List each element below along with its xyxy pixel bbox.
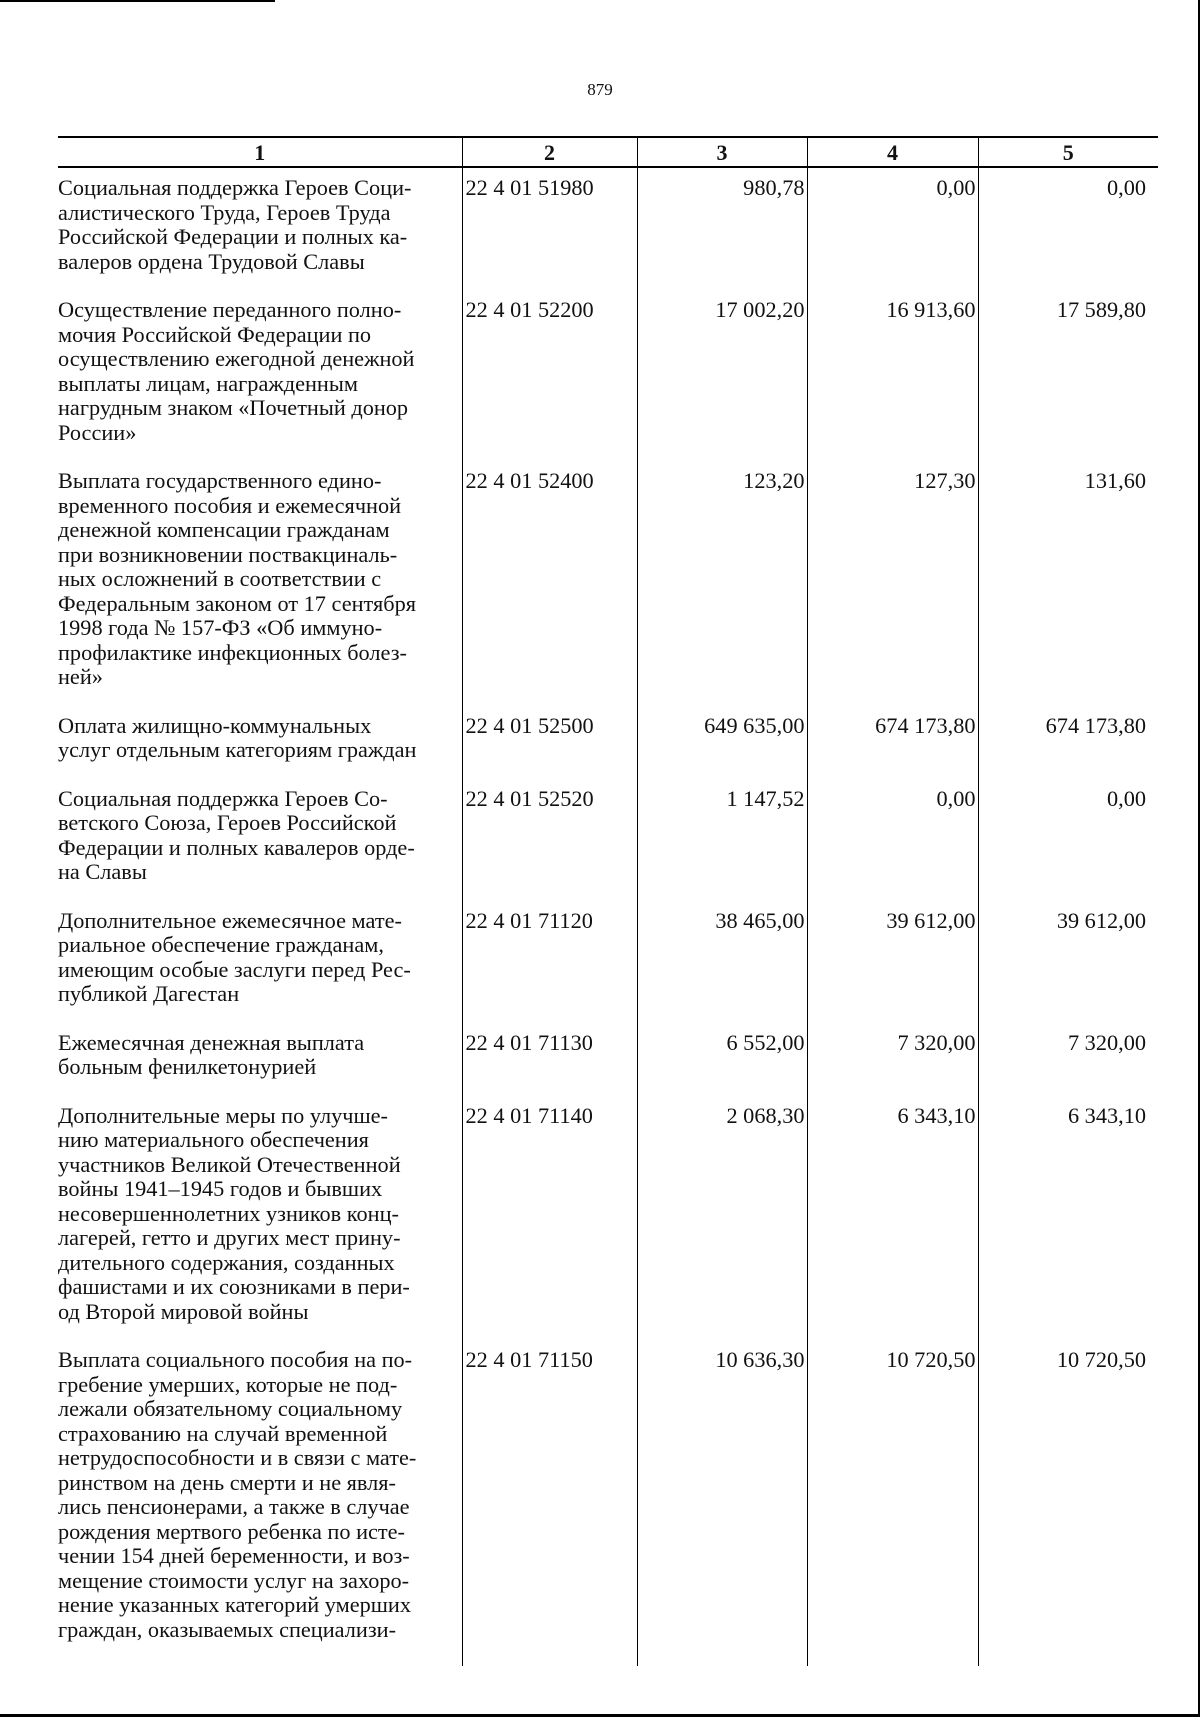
row-value-col5: 6 343,10 (978, 1104, 1158, 1349)
row-value-col5: 7 320,00 (978, 1031, 1158, 1104)
row-value-col3: 6 552,00 (637, 1031, 807, 1104)
row-code: 22 4 01 52500 (462, 714, 637, 787)
row-value-col5: 39 612,00 (978, 909, 1158, 1031)
row-value-col3: 17 002,20 (637, 298, 807, 469)
row-description: Дополнительное ежемесячное мате- риальное обеспечение гражданам, имеющим особые заслуги перед Рес- публикой Дагестан (58, 907, 411, 1006)
table-row (58, 1104, 1158, 1349)
row-value-col3: 980,78 (637, 167, 807, 298)
row-value-col5: 0,00 (978, 787, 1158, 909)
page-number: 879 (587, 80, 613, 99)
row-value-col4: 39 612,00 (807, 909, 978, 1031)
row-value-col5: 0,00 (978, 167, 1158, 298)
table-row (58, 167, 1158, 298)
row-value-col5: 674 173,80 (978, 714, 1158, 787)
row-description: Оплата жилищно-коммунальных услуг отдельным категориям граждан (58, 712, 417, 762)
row-description: Социальная поддержка Героев Со- ветского Союза, Героев Российской Федерации и полных кавалеров орде- на Славы (58, 785, 415, 884)
row-code: 22 4 01 71140 (462, 1104, 637, 1349)
row-value-col4: 127,30 (807, 469, 978, 714)
table-row (58, 909, 1158, 1031)
row-code: 22 4 01 52200 (462, 298, 637, 469)
table-row (58, 1031, 1158, 1104)
row-value-col4: 0,00 (807, 167, 978, 298)
row-code: 22 4 01 71120 (462, 909, 637, 1031)
column-header-4: 4 (807, 137, 978, 167)
row-value-col5: 10 720,50 (978, 1348, 1158, 1666)
row-value-col3: 1 147,52 (637, 787, 807, 909)
table-row (58, 714, 1158, 787)
row-value-col3: 10 636,30 (637, 1348, 807, 1666)
row-value-col3: 649 635,00 (637, 714, 807, 787)
row-description: Ежемесячная денежная выплата больным фенилкетонурией (58, 1029, 365, 1079)
row-description: Социальная поддержка Героев Соци- алистического Труда, Героев Труда Российской Федерации и полных ка- валеров ордена Трудовой Славы (58, 175, 412, 274)
table-header (58, 137, 1158, 167)
column-header-5: 5 (978, 137, 1158, 167)
row-value-col4: 0,00 (807, 787, 978, 909)
row-value-col4: 10 720,50 (807, 1348, 978, 1666)
table-row (58, 787, 1158, 909)
row-value-col4: 6 343,10 (807, 1104, 978, 1349)
row-value-col5: 17 589,80 (978, 298, 1158, 469)
table-body (58, 167, 1158, 1666)
row-code: 22 4 01 52520 (462, 787, 637, 909)
table-row (58, 469, 1158, 714)
row-code: 22 4 01 71130 (462, 1031, 637, 1104)
row-code: 22 4 01 52400 (462, 469, 637, 714)
header-row (58, 137, 1158, 167)
row-description: Выплата государственного едино- временного пособия и ежемесячной денежной компенсации гражданам при возникновении поствакциналь- ных осложнений в соответствии с Федеральным законом от 17 сентября 1998 года № 157-ФЗ «Об иммуно- профилактике инфекционных болез- ней» (58, 468, 416, 689)
column-header-3: 3 (637, 137, 807, 167)
column-header-1: 1 (58, 137, 462, 167)
row-value-col3: 38 465,00 (637, 909, 807, 1031)
row-code: 22 4 01 51980 (462, 167, 637, 298)
row-code: 22 4 01 71150 (462, 1348, 637, 1666)
row-value-col3: 123,20 (637, 469, 807, 714)
row-description: Выплата социального пособия на по- гребение умерших, которые не под- лежали обязательному социальному страхованию на случай временной нетрудоспособности и в связи с мате- ринством на день смерти и не явля- лись пенсионерами, а также в случае рождения мертвого ребенка по исте- чении 154 дней беременности, и воз- мещение стоимости услуг на захоро- нение указанных категорий умерших граждан, оказываемых специализи- (58, 1347, 417, 1642)
budget-table (58, 136, 1158, 1666)
row-value-col4: 16 913,60 (807, 298, 978, 469)
table-row (58, 298, 1158, 469)
row-value-col3: 2 068,30 (637, 1104, 807, 1349)
scan-edge-top (0, 0, 275, 2)
row-value-col4: 674 173,80 (807, 714, 978, 787)
row-description: Осуществление переданного полно- мочия Российской Федерации по осуществлению ежегодной денежной выплаты лицам, награжденным нагрудным знаком «Почетный донор России» (58, 297, 415, 445)
table-row (58, 1348, 1158, 1666)
row-description: Дополнительные меры по улучше- нию материального обеспечения участников Великой Отечественной войны 1941–1945 годов и бывших несовершеннолетних узников конц- лагерей, гетто и других мест прину- дительного содержания, созданных фашистами и их союзниками в пери- од Второй мировой войны (58, 1102, 410, 1324)
row-value-col4: 7 320,00 (807, 1031, 978, 1104)
column-header-2: 2 (462, 137, 637, 167)
row-value-col5: 131,60 (978, 469, 1158, 714)
